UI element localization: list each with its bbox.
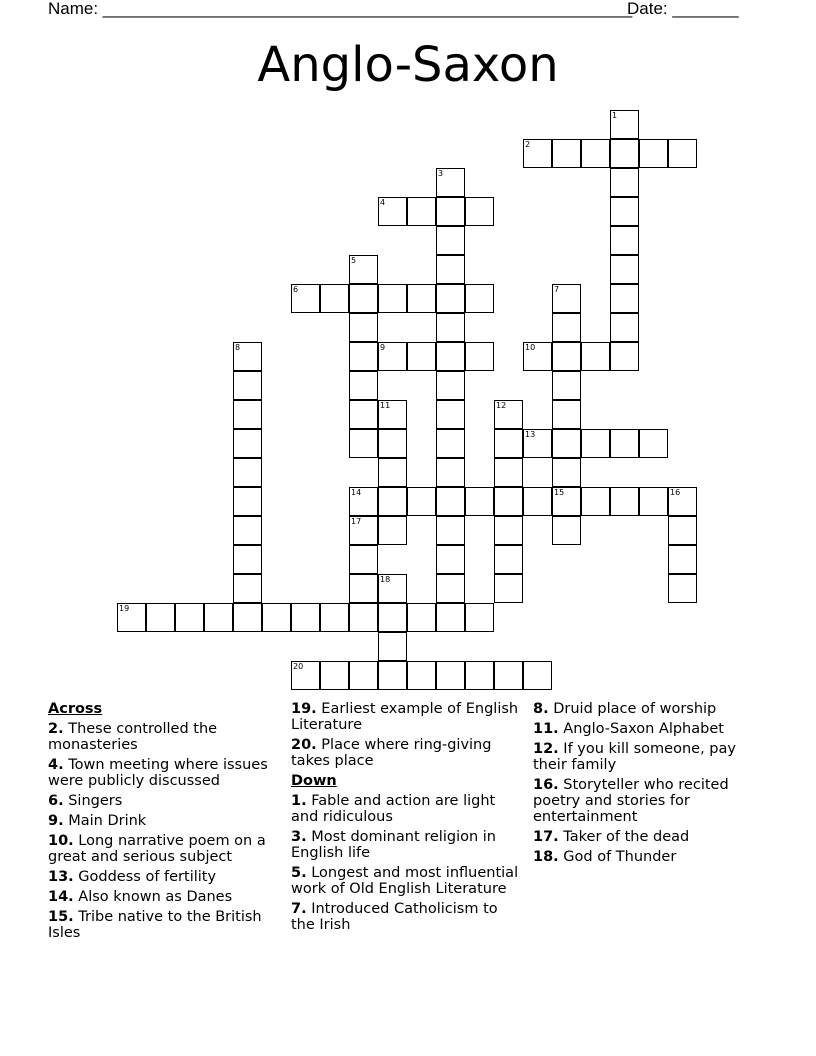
grid-cell[interactable] — [610, 139, 639, 168]
grid-cell[interactable] — [378, 342, 407, 371]
grid-cell[interactable] — [552, 371, 581, 400]
grid-cell[interactable] — [407, 284, 436, 313]
grid-cell[interactable] — [436, 168, 465, 197]
clue-item-text: Most dominant religion in English life — [291, 829, 496, 861]
grid-cell[interactable] — [639, 487, 668, 516]
grid-cell[interactable] — [349, 284, 378, 313]
clue-number: 7 — [554, 285, 560, 294]
clue-number: 15 — [554, 488, 565, 497]
grid-cell[interactable] — [494, 487, 523, 516]
grid-cell[interactable] — [552, 516, 581, 545]
clue-item — [533, 741, 753, 773]
name-field[interactable]: Name: ________________________________________________________ — [48, 0, 633, 18]
clue-item-number: 15. — [48, 909, 74, 925]
grid-cell[interactable] — [175, 603, 204, 632]
grid-cell[interactable] — [610, 226, 639, 255]
clue-item-number: 18. — [533, 849, 559, 865]
grid-cell[interactable] — [523, 429, 552, 458]
grid-cell[interactable] — [378, 632, 407, 661]
clue-item-number: 4. — [48, 757, 64, 773]
grid-cell[interactable] — [523, 139, 552, 168]
grid-cell[interactable] — [349, 603, 378, 632]
grid-cell[interactable] — [233, 429, 262, 458]
grid-cell[interactable] — [494, 574, 523, 603]
grid-cell[interactable] — [436, 603, 465, 632]
grid-cell[interactable] — [349, 371, 378, 400]
clue-item-text: Druid place of worship — [548, 701, 717, 717]
grid-cell[interactable] — [349, 574, 378, 603]
grid-cell[interactable] — [639, 139, 668, 168]
clue-item-number: 20. — [291, 737, 317, 753]
clue-number: 6 — [293, 285, 299, 294]
clue-column-3 — [533, 701, 753, 869]
grid-cell[interactable] — [668, 574, 697, 603]
clue-number: 8 — [235, 343, 241, 352]
grid-cell[interactable] — [581, 342, 610, 371]
grid-cell[interactable] — [320, 661, 349, 690]
grid-cell[interactable] — [523, 342, 552, 371]
grid-cell[interactable] — [233, 487, 262, 516]
grid-cell[interactable] — [436, 661, 465, 690]
grid-cell[interactable] — [668, 487, 697, 516]
clue-item-text: Storyteller who recited poetry and stories for entertainment — [533, 777, 729, 825]
grid-cell[interactable] — [552, 313, 581, 342]
clue-item-text: Fable and action are light and ridiculous — [291, 793, 496, 825]
clue-number: 16 — [670, 488, 681, 497]
grid-cell[interactable] — [349, 487, 378, 516]
clue-item-text: Taker of the dead — [558, 829, 690, 845]
grid-cell[interactable] — [349, 516, 378, 545]
grid-cell[interactable] — [378, 487, 407, 516]
grid-cell[interactable] — [465, 284, 494, 313]
grid-cell[interactable] — [349, 400, 378, 429]
clue-item — [48, 869, 276, 885]
grid-cell[interactable] — [233, 516, 262, 545]
clue-item-number: 16. — [533, 777, 559, 793]
grid-cell[interactable] — [610, 168, 639, 197]
clue-item — [533, 777, 753, 825]
clue-item-number: 3. — [291, 829, 307, 845]
grid-cell[interactable] — [436, 574, 465, 603]
grid-cell[interactable] — [349, 255, 378, 284]
clue-item-number: 7. — [291, 901, 307, 917]
grid-cell[interactable] — [610, 255, 639, 284]
grid-cell[interactable] — [233, 458, 262, 487]
clue-column-1 — [48, 701, 276, 945]
grid-cell[interactable] — [494, 516, 523, 545]
clue-item-number: 17. — [533, 829, 559, 845]
grid-cell[interactable] — [552, 400, 581, 429]
grid-cell[interactable] — [610, 110, 639, 139]
clue-item — [291, 793, 519, 825]
clue-item-text: Singers — [63, 793, 123, 809]
clue-number: 14 — [351, 488, 362, 497]
grid-cell[interactable] — [581, 429, 610, 458]
clue-item — [533, 721, 753, 737]
clue-number: 9 — [380, 343, 386, 352]
grid-cell[interactable] — [436, 545, 465, 574]
grid-cell[interactable] — [262, 603, 291, 632]
clue-item-number: 12. — [533, 741, 559, 757]
clue-item-number: 13. — [48, 869, 74, 885]
grid-cell[interactable] — [378, 284, 407, 313]
grid-cell[interactable] — [349, 342, 378, 371]
grid-cell[interactable] — [204, 603, 233, 632]
grid-cell[interactable] — [378, 661, 407, 690]
grid-cell[interactable] — [233, 545, 262, 574]
clue-item-number: 5. — [291, 865, 307, 881]
grid-cell[interactable] — [320, 284, 349, 313]
grid-cell[interactable] — [436, 313, 465, 342]
grid-cell[interactable] — [610, 429, 639, 458]
clue-item-text: Anglo-Saxon Alphabet — [558, 721, 724, 737]
grid-cell[interactable] — [407, 487, 436, 516]
across-heading: Across — [48, 701, 103, 717]
grid-cell[interactable] — [378, 516, 407, 545]
grid-cell[interactable] — [581, 139, 610, 168]
grid-cell[interactable] — [465, 603, 494, 632]
down-heading: Down — [291, 773, 337, 789]
date-field[interactable]: Date: _______ — [627, 0, 739, 18]
grid-cell[interactable] — [233, 342, 262, 371]
grid-cell[interactable] — [436, 429, 465, 458]
grid-cell[interactable] — [291, 661, 320, 690]
clue-item-text: Longest and most influential work of Old English Literature — [291, 865, 519, 897]
grid-cell[interactable] — [349, 545, 378, 574]
clue-number: 19 — [119, 604, 130, 613]
grid-cell[interactable] — [436, 342, 465, 371]
grid-cell[interactable] — [552, 342, 581, 371]
grid-cell[interactable] — [465, 487, 494, 516]
clue-item-text: Goddess of fertility — [73, 869, 217, 885]
grid-cell[interactable] — [668, 545, 697, 574]
grid-cell[interactable] — [610, 197, 639, 226]
grid-cell[interactable] — [523, 661, 552, 690]
clue-item-number: 1. — [291, 793, 307, 809]
header — [48, 0, 748, 20]
grid-cell[interactable] — [349, 313, 378, 342]
grid-cell[interactable] — [378, 429, 407, 458]
grid-cell[interactable] — [378, 400, 407, 429]
grid-cell[interactable] — [639, 429, 668, 458]
grid-cell[interactable] — [436, 487, 465, 516]
clue-item-text: Main Drink — [63, 813, 147, 829]
grid-cell[interactable] — [610, 284, 639, 313]
clue-item-number: 2. — [48, 721, 64, 737]
grid-cell[interactable] — [436, 197, 465, 226]
grid-cell[interactable] — [146, 603, 175, 632]
clue-item — [533, 829, 753, 845]
grid-cell[interactable] — [465, 342, 494, 371]
clue-number: 2 — [525, 140, 531, 149]
grid-cell[interactable] — [494, 458, 523, 487]
clue-number: 5 — [351, 256, 357, 265]
grid-cell[interactable] — [349, 661, 378, 690]
clue-item-number: 11. — [533, 721, 559, 737]
clue-item-number: 8. — [533, 701, 549, 717]
grid-cell[interactable] — [494, 429, 523, 458]
clue-item — [291, 701, 519, 733]
grid-cell[interactable] — [407, 197, 436, 226]
grid-cell[interactable] — [668, 139, 697, 168]
clue-number: 12 — [496, 401, 507, 410]
clue-number: 4 — [380, 198, 386, 207]
clue-item-text: God of Thunder — [558, 849, 677, 865]
clue-item — [291, 865, 519, 897]
grid-cell[interactable] — [552, 487, 581, 516]
grid-cell[interactable] — [523, 487, 552, 516]
page-title: Anglo-Saxon — [257, 37, 559, 93]
clue-item — [48, 793, 276, 809]
grid-cell[interactable] — [610, 342, 639, 371]
clue-item-number: 10. — [48, 833, 74, 849]
clue-number: 18 — [380, 575, 391, 584]
grid-cell[interactable] — [378, 603, 407, 632]
clue-item-text: Also known as Danes — [73, 889, 233, 905]
grid-cell[interactable] — [378, 574, 407, 603]
clue-number: 17 — [351, 517, 362, 526]
clue-item-text: Place where ring-giving takes place — [291, 737, 492, 769]
grid-cell[interactable] — [436, 458, 465, 487]
clue-item-text: These controlled the monasteries — [48, 721, 218, 753]
clue-number: 20 — [293, 662, 304, 671]
clue-item — [291, 737, 519, 769]
clue-item — [533, 701, 753, 717]
clue-item-text: Tribe native to the British Isles — [48, 909, 262, 941]
clue-item — [48, 813, 276, 829]
grid-cell[interactable] — [291, 603, 320, 632]
clue-number: 11 — [380, 401, 391, 410]
grid-cell[interactable] — [436, 255, 465, 284]
grid-cell[interactable] — [291, 284, 320, 313]
clue-item — [48, 833, 276, 865]
grid-cell[interactable] — [233, 371, 262, 400]
clue-number: 1 — [612, 111, 618, 120]
grid-cell[interactable] — [465, 661, 494, 690]
grid-cell[interactable] — [436, 400, 465, 429]
grid-cell[interactable] — [668, 516, 697, 545]
clue-item — [291, 829, 519, 861]
grid-cell[interactable] — [407, 661, 436, 690]
grid-cell[interactable] — [552, 429, 581, 458]
grid-cell[interactable] — [552, 458, 581, 487]
grid-cell[interactable] — [320, 603, 349, 632]
grid-cell[interactable] — [233, 400, 262, 429]
clue-item-number: 9. — [48, 813, 64, 829]
clue-item — [48, 721, 276, 753]
grid-cell[interactable] — [465, 197, 494, 226]
grid-cell[interactable] — [581, 487, 610, 516]
clue-item-text: Earliest example of English Literature — [291, 701, 519, 733]
clue-item-text: Long narrative poem on a great and serious subject — [48, 833, 266, 865]
clue-item-number: 19. — [291, 701, 317, 717]
clue-number: 13 — [525, 430, 536, 439]
clue-item-number: 6. — [48, 793, 64, 809]
grid-cell[interactable] — [378, 197, 407, 226]
grid-cell[interactable] — [233, 574, 262, 603]
clue-item-text: If you kill someone, pay their family — [533, 741, 736, 773]
clue-item-text: Introduced Catholicism to the Irish — [291, 901, 498, 933]
grid-cell[interactable] — [407, 603, 436, 632]
clue-column-2 — [291, 701, 519, 937]
clue-number: 10 — [525, 343, 536, 352]
clue-item — [48, 757, 276, 789]
grid-cell[interactable] — [494, 545, 523, 574]
grid-cell[interactable] — [494, 400, 523, 429]
grid-cell[interactable] — [552, 284, 581, 313]
grid-cell[interactable] — [407, 342, 436, 371]
grid-cell[interactable] — [117, 603, 146, 632]
grid-cell[interactable] — [610, 313, 639, 342]
clue-item — [533, 849, 753, 865]
grid-cell[interactable] — [610, 487, 639, 516]
clue-item — [48, 889, 276, 905]
clue-number: 3 — [438, 169, 444, 178]
clue-item — [291, 901, 519, 933]
grid-cell[interactable] — [494, 661, 523, 690]
clue-item — [48, 909, 276, 941]
grid-cell[interactable] — [436, 516, 465, 545]
grid-cell[interactable] — [552, 139, 581, 168]
clue-item-text: Town meeting where issues were publicly discussed — [48, 757, 268, 789]
clue-item-number: 14. — [48, 889, 74, 905]
grid-cell[interactable] — [349, 429, 378, 458]
grid-cell[interactable] — [436, 371, 465, 400]
grid-cell[interactable] — [233, 603, 262, 632]
grid-cell[interactable] — [378, 458, 407, 487]
grid-cell[interactable] — [436, 284, 465, 313]
grid-cell[interactable] — [436, 226, 465, 255]
